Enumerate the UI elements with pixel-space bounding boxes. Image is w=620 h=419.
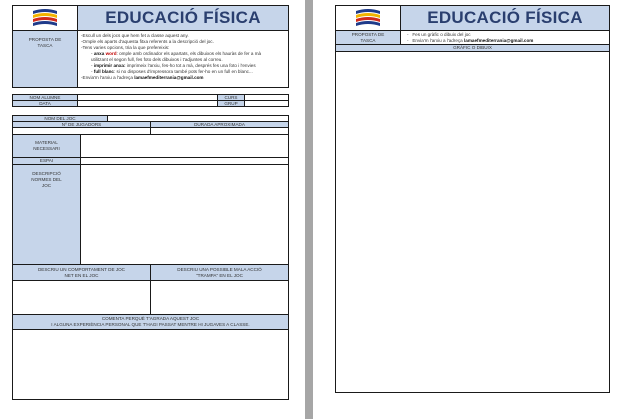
date-label: DATA xyxy=(12,100,78,107)
flag-logo-icon xyxy=(30,7,60,29)
email-link[interactable]: lamaefmediterrania@gmail.com xyxy=(464,38,534,43)
date-field[interactable] xyxy=(77,100,218,107)
space-label: ESPAI xyxy=(12,157,81,165)
page-separator xyxy=(305,0,313,419)
behavior-label: DESCRIU UN COMPORTAMENT DE JOC NET EN EL JOC xyxy=(12,264,151,281)
task-label: PROPOSTA DE TASCA xyxy=(335,30,401,45)
option-line: - anxa word: omple amb ordinador els apartats, els dibuixos els hauràs de fer a mà xyxy=(91,51,262,56)
rules-label: DESCRIPCIÓ NORMES DEL JOC xyxy=(12,164,81,265)
group-field[interactable] xyxy=(244,100,289,107)
page-title: EDUCACIÓ FÍSICA xyxy=(400,5,610,31)
task-label: PROPOSTA DE TASCA xyxy=(12,30,78,88)
student-label: NOM ALUMNE xyxy=(12,94,78,101)
school-logo xyxy=(12,5,78,31)
task-instructions xyxy=(400,30,610,45)
duration-label: DURADA APROXIMADA xyxy=(150,121,289,128)
group-label: GRUP xyxy=(217,100,245,107)
drawing-label: GRÀFIC O DIBUIX xyxy=(335,44,610,52)
material-field[interactable] xyxy=(80,134,289,158)
send-line: - Envia'm l'arxiu a l'adreça lamaefmediterrania@gmail.com xyxy=(407,38,534,43)
send-line: -Envia'm l'arxiu a l'adreça lamaefmediterrania@gmail.com xyxy=(81,75,204,80)
comment-label: COMENTA PERQUÈ T'AGRADA AQUEST JOC I ALGUNA EXPERIÈNCIA PERSONAL QUE T'HAGI PASSAT MENTRE HI JUGAVES A CLASSE. xyxy=(12,314,289,330)
material-label: MATERIAL NECESSARI xyxy=(12,134,81,158)
behavior-field[interactable] xyxy=(12,280,151,315)
left-sheet xyxy=(0,0,305,419)
comment-field[interactable] xyxy=(12,329,289,400)
course-label: CURS xyxy=(217,94,245,101)
task-instructions xyxy=(77,30,289,88)
game-name-label: NOM DEL JOC xyxy=(12,115,108,122)
task-line: -Omple els aparts d'aquesta fitxa referents a la descripció del joc. xyxy=(81,39,214,44)
drawing-area[interactable] xyxy=(335,51,610,393)
right-sheet xyxy=(313,0,620,419)
task-line: -Escull un dels jocs que hem fet a classe aquest any. xyxy=(81,33,189,38)
players-label: Nº DE JUGADORS xyxy=(12,121,151,128)
cheat-label: DESCRIU UNA POSSIBLE MALA ACCIÓ "TRAMPA" EN EL JOC xyxy=(150,264,289,281)
option-line: - imprimir anxa: imprimeix l'arxiu, fes-ho tot a mà, després fes una foto i l'envies xyxy=(91,63,256,68)
task-line: -Tens varies opcions, tria la que prefereixis: xyxy=(81,45,170,50)
school-logo xyxy=(335,5,401,31)
option-line: utilitzant el segon full, fes foto dels dibuixos i t'adjuntes al correu. xyxy=(91,57,223,62)
flag-logo-icon xyxy=(353,7,383,29)
task-line: - Fes un gràfic o dibuix del joc xyxy=(407,32,471,37)
page-title: EDUCACIÓ FÍSICA xyxy=(77,5,289,31)
option-line: - full blanc: si no disposes d'impressora també pots fer-ho en un full en blanc... xyxy=(91,69,253,74)
email-link[interactable]: lamaefmediterrania@gmail.com xyxy=(134,75,204,80)
cheat-field[interactable] xyxy=(150,280,289,315)
rules-field[interactable] xyxy=(80,164,289,265)
